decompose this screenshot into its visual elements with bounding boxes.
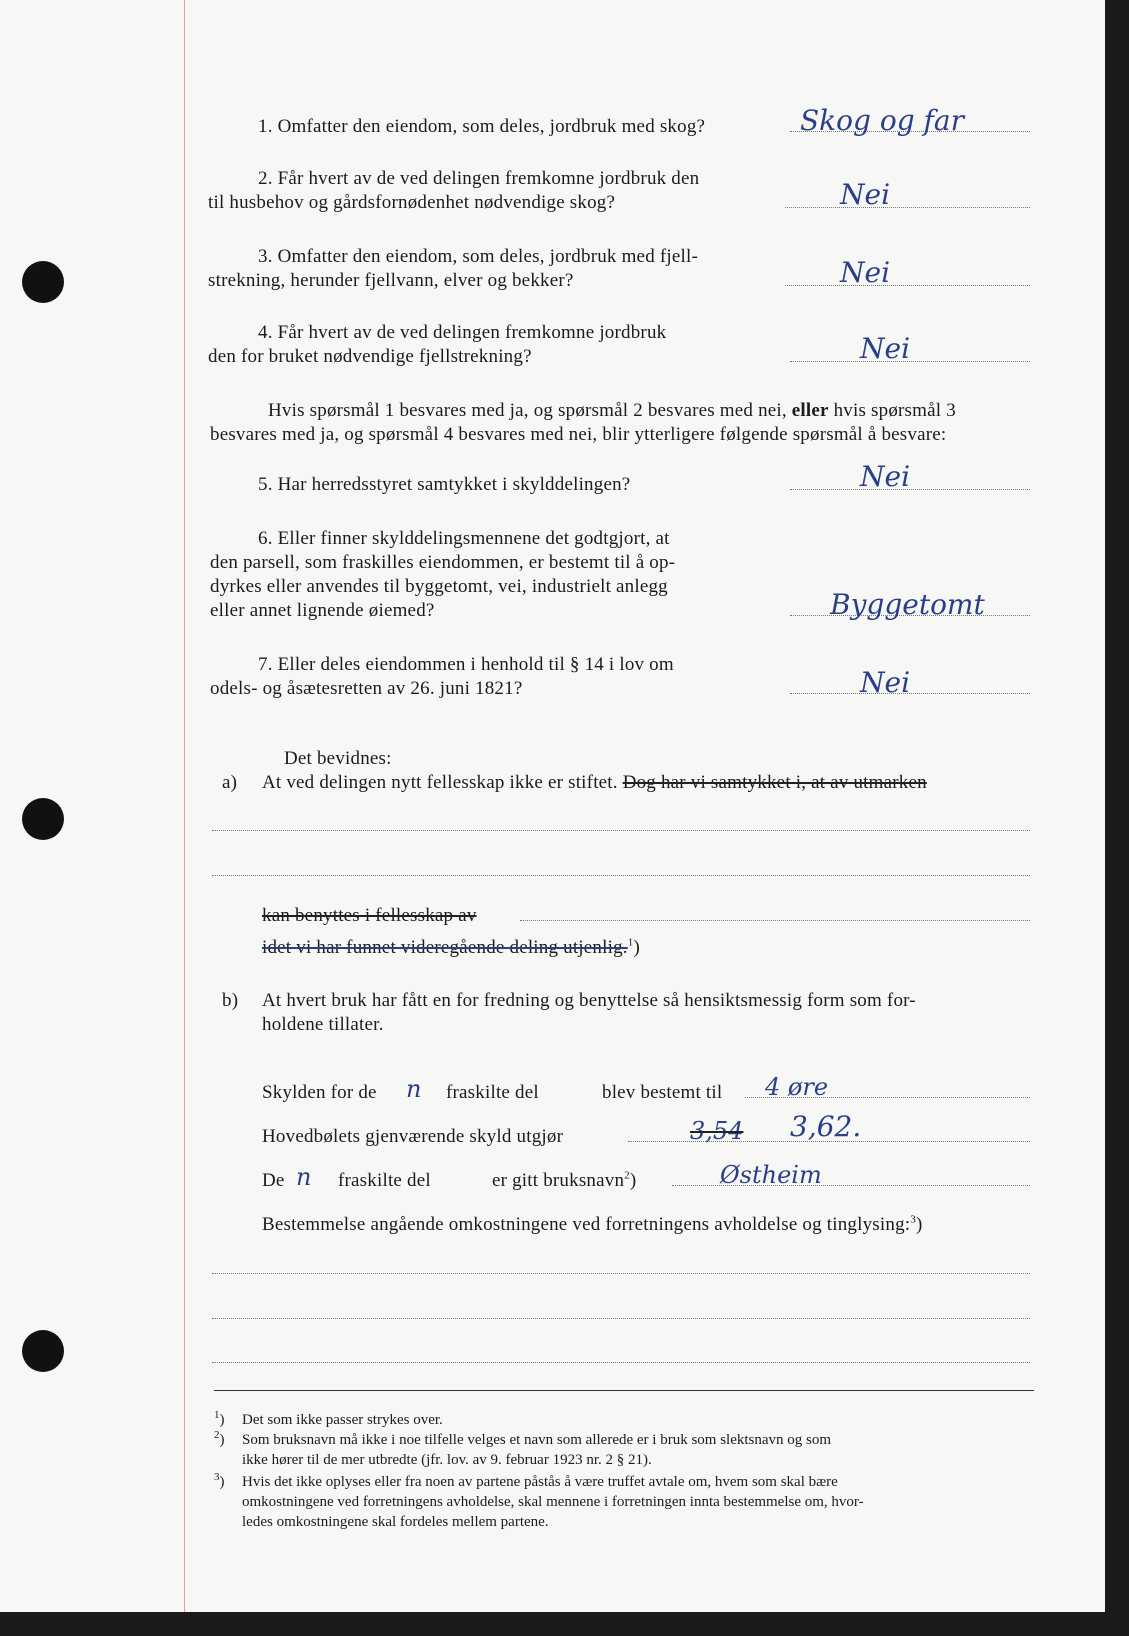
certify-b-line1: At hvert bruk har fått en for fredning og benyttelse så hensiktsmessig form som for- (262, 990, 916, 1011)
skyld-line3-c: er gitt bruksnavn$^2$) (492, 1169, 637, 1191)
condition-line1: Hvis spørsmål 1 besvares med ja, og spørsmål 2 besvares med nei, eller hvis spørsmål 3 (268, 400, 956, 421)
skyld-line2-label: Hovedbølets gjenværende skyld utgjør (262, 1126, 564, 1147)
footnote-2-text-line1: Som bruksnavn må ikke i noe tilfelle velges et navn som allerede er i bruk som slektsnavn og som (242, 1432, 832, 1448)
bruksnavn-value: Østheim (720, 1161, 822, 1189)
question-7-text-line1: 7. Eller deles eiendommen i henhold til § 14 i lov om (258, 654, 674, 675)
footnote-1-text: Det som ikke passer strykes over. (242, 1412, 443, 1428)
skyld-line1-a: Skylden for de (262, 1082, 377, 1103)
skyld-line1-c: blev bestemt til (602, 1082, 723, 1103)
skyld-line1-hand: n (406, 1075, 422, 1103)
answer-line (785, 285, 1030, 286)
answer-line (785, 207, 1030, 208)
footnote-rule (214, 1390, 1034, 1391)
footnote-2-text-line2: ikke hører til de mer utbredte (jfr. lov. av 9. februar 1923 nr. 2 § 21). (242, 1452, 652, 1468)
question-4-text-line2: den for bruket nødvendige fjellstrekning? (208, 346, 532, 367)
blank-line (212, 1362, 1030, 1363)
certify-a-text: At ved delingen nytt fellesskap ikke er stiftet. Dog har vi samtykket i, at av utmarken (262, 772, 927, 793)
question-6-text-line3: dyrkes eller anvendes til byggetomt, vei, industrielt anlegg (210, 576, 668, 597)
question-3-text-line1: 3. Omfatter den eiendom, som deles, jordbruk med fjell- (258, 246, 698, 267)
skyld-line3-b: fraskilte del (338, 1170, 431, 1191)
question-2-answer: Nei (840, 178, 891, 211)
footnote-1-mark: $^1$) (214, 1409, 225, 1428)
question-7-answer: Nei (860, 666, 911, 699)
skyld-line3-a: De (262, 1170, 285, 1191)
certify-a-label: a) (222, 772, 238, 793)
question-5-answer: Nei (860, 460, 911, 493)
omkostning-line: Bestemmelse angående omkostningene ved forretningens avholdelse og tinglysing:$^3$) (262, 1213, 923, 1235)
footnote-2-mark: $^2$) (214, 1429, 225, 1448)
question-6-text-line2: den parsell, som fraskilles eiendommen, er bestemt til å op- (210, 552, 676, 573)
question-4-answer: Nei (860, 332, 911, 365)
question-2-text-line2: til husbehov og gårdsfornødenhet nødvendige skog? (208, 192, 616, 213)
condition-line2: besvares med ja, og spørsmål 4 besvares med nei, blir ytterligere følgende spørsmål å besvare: (210, 424, 947, 445)
blank-line (212, 1318, 1030, 1319)
punch-hole (22, 261, 64, 303)
question-6-text-line4: eller annet lignende øiemed? (210, 600, 435, 621)
certify-b-line2: holdene tillater. (262, 1014, 384, 1035)
certify-a-struck-3: idet vi har funnet videregående deling utjenlig.$^1$) (262, 936, 640, 958)
footnote-3-text-line1: Hvis det ikke oplyses eller fra noen av partene påstås å være truffet avtale om, hvem som skal bære (242, 1474, 838, 1490)
skyld-value: 4 øre (765, 1073, 829, 1101)
skyld-line1-b: fraskilte del (446, 1082, 539, 1103)
skyld-struck-value: 3,54 (690, 1117, 744, 1145)
blank-line (212, 830, 1030, 831)
blank-line (520, 920, 1030, 921)
blank-line (212, 1273, 1030, 1274)
question-6-answer: Byggetomt (830, 588, 985, 621)
skyld-remaining-value: 3,62. (790, 1110, 862, 1143)
footnote-3-mark: $^3$) (214, 1471, 225, 1490)
question-1-text: 1. Omfatter den eiendom, som deles, jordbruk med skog? (258, 116, 706, 137)
footnote-3-text-line3: ledes omkostningene skal fordeles mellem partene. (242, 1514, 549, 1530)
question-1-answer: Skog og far (800, 104, 964, 137)
question-5-text: 5. Har herredsstyret samtykket i skylddelingen? (258, 474, 631, 495)
punch-hole (22, 798, 64, 840)
skyld-line3-hand: n (296, 1163, 312, 1191)
certify-heading: Det bevidnes: (284, 748, 392, 769)
question-2-text-line1: 2. Får hvert av de ved delingen fremkomne jordbruk den (258, 168, 700, 189)
margin-line (184, 0, 185, 1612)
blank-line (212, 875, 1030, 876)
certify-a-struck-2: kan benyttes i fellesskap av (262, 905, 477, 926)
question-7-text-line2: odels- og åsætesretten av 26. juni 1821? (210, 678, 523, 699)
question-3-text-line2: strekning, herunder fjellvann, elver og bekker? (208, 270, 574, 291)
footnote-3-text-line2: omkostningene ved forretningens avholdelse, skal mennene i forretningen innta bestemmelse om, hvor- (242, 1494, 864, 1510)
question-6-text-line1: 6. Eller finner skylddelingsmennene det godtgjort, at (258, 528, 670, 549)
certify-b-label: b) (222, 990, 239, 1011)
question-3-answer: Nei (840, 256, 891, 289)
question-4-text-line1: 4. Får hvert av de ved delingen fremkomne jordbruk (258, 322, 667, 343)
punch-hole (22, 1330, 64, 1372)
